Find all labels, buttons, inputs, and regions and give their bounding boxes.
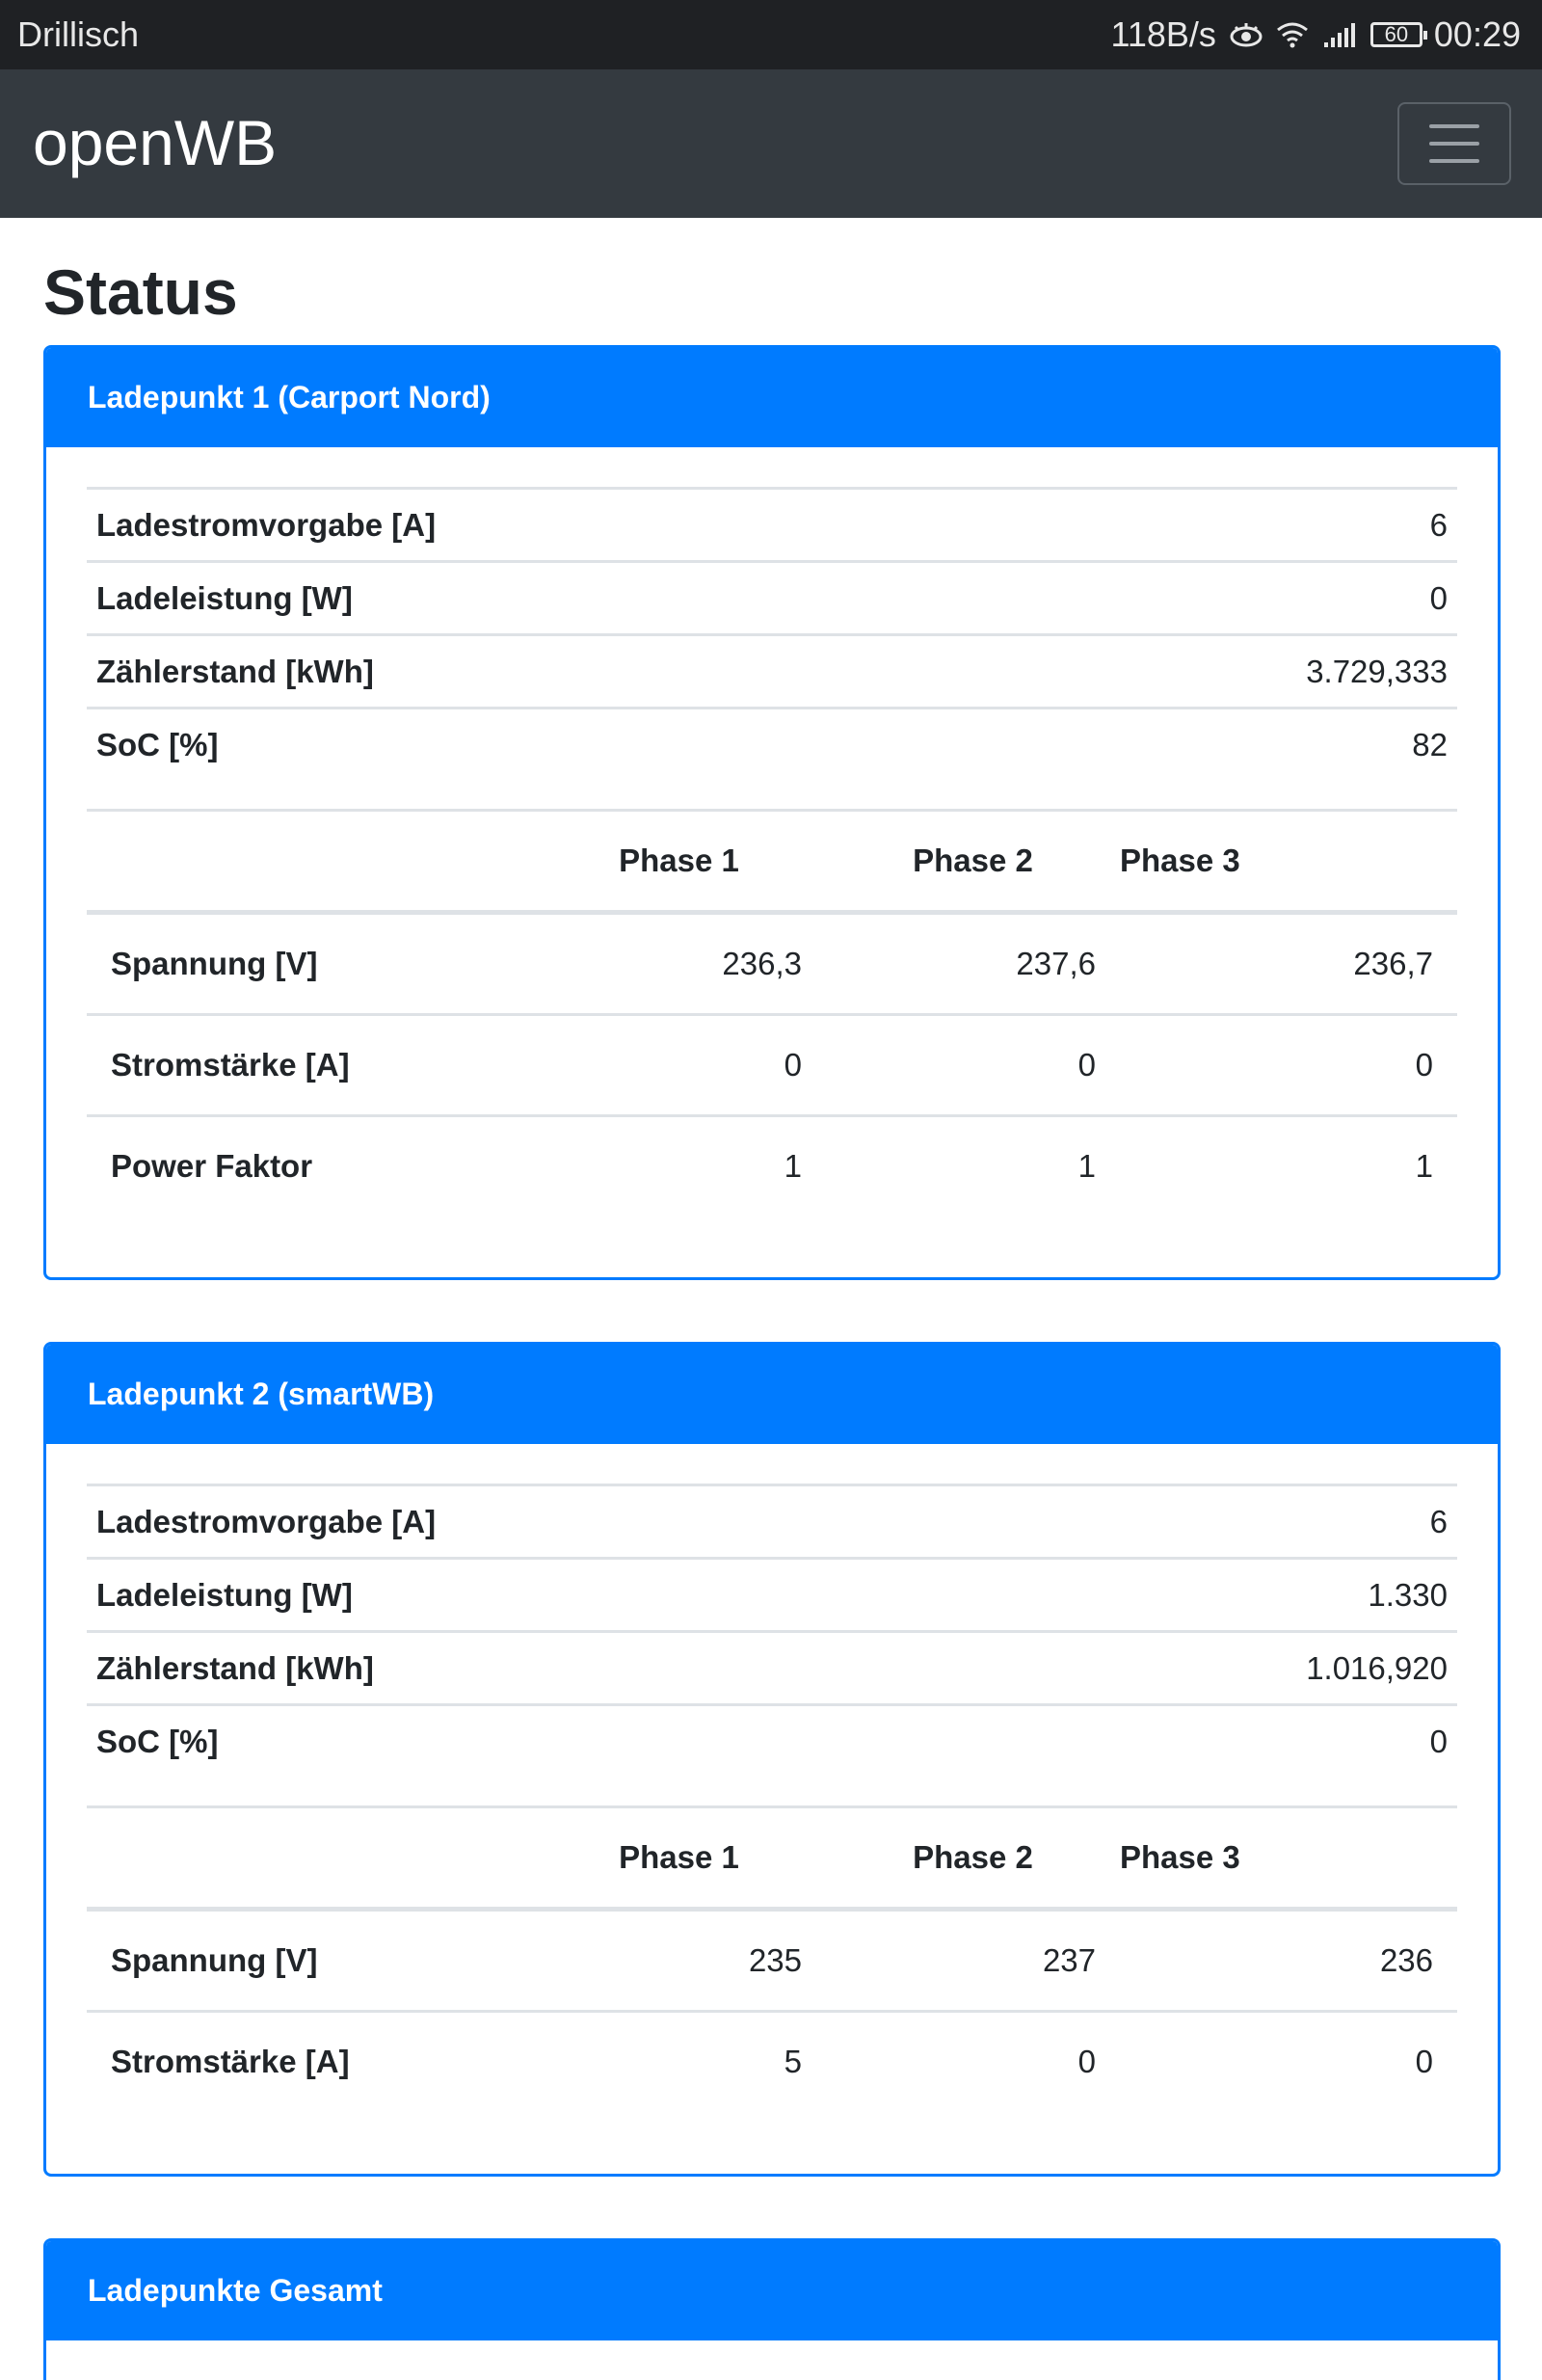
row-value: 6 [1033,1485,1457,1559]
row-label: SoC [%] [87,709,1033,781]
phase-header-row [87,1807,1457,1910]
phase-value: 0 [1120,1015,1457,1116]
row-label: Stromstärke [A] [87,1015,532,1116]
table-row [87,635,1457,709]
row-value: 0 [1033,1705,1457,1778]
chargepoint-card-2 [43,1342,1501,2177]
card-header: Ladepunkte Gesamt [46,2241,1498,2340]
row-value: 3.729,333 [1033,635,1457,709]
table-row [87,1015,1457,1116]
chargepoint-values-table [87,1484,1457,1777]
phase-value: 236,7 [1120,913,1457,1015]
navbar [0,69,1542,218]
table-row [87,913,1457,1015]
status-icons [1111,14,1522,55]
battery-icon [1370,22,1422,47]
battery-level: 60 [1384,22,1409,46]
table-row [87,2012,1457,2112]
table-row [87,1632,1457,1705]
carrier-name: Drillisch [17,14,139,54]
table-row [87,1116,1457,1217]
table-row [87,1485,1457,1559]
phase-value: 1 [1077,1148,1096,1184]
table-row [87,489,1457,562]
chargepoint-card-1 [43,345,1501,1280]
row-label: Ladeleistung [W] [87,562,1033,635]
table-row [87,562,1457,635]
table-row [87,1910,1457,2012]
hamburger-icon-bar [1429,142,1479,146]
phase-value: 236,3 [532,913,826,1015]
card-header: Ladepunkt 2 (smartWB) [46,1345,1498,1444]
phase-header: Phase 3 [1120,811,1457,913]
row-value: 6 [1033,489,1457,562]
hamburger-icon-bar [1429,124,1479,128]
chargepoints-total-card [43,2238,1501,2380]
phase-value: 1 [784,1148,802,1184]
phase-value: 235 [532,1910,826,2012]
row-label: Ladestromvorgabe [A] [87,1485,1033,1559]
row-value: 82 [1033,709,1457,781]
table-row [87,1705,1457,1778]
phase-value: 236 [1120,1910,1457,2012]
network-speed: 118B/s [1110,14,1216,54]
system-status-bar [0,0,1542,69]
row-label: Spannung [V] [87,913,532,1015]
row-label: Ladestromvorgabe [A] [87,489,1033,562]
clock: 00:29 [1433,14,1521,54]
hamburger-icon-bar [1429,159,1479,163]
phase-header: Phase 1 [532,811,826,913]
phase-value: 5 [784,2044,802,2079]
row-label: Zählerstand [kWh] [87,635,1033,709]
wifi-icon [1276,21,1309,48]
phase-header: Phase 3 [1120,1807,1457,1910]
row-label: Zählerstand [kWh] [87,1632,1033,1705]
phase-header: Phase 2 [826,811,1120,913]
brand-logo[interactable]: openWB [33,107,278,178]
phase-header-empty [87,1807,532,1910]
phase-value: 0 [1077,2044,1096,2079]
phase-header-row [87,811,1457,913]
row-label: Ladeleistung [W] [87,1559,1033,1632]
row-label: SoC [%] [87,1705,1033,1778]
chargepoint-values-table [87,487,1457,780]
phase-value: 0 [532,1015,826,1116]
phase-table [87,809,1457,1216]
phase-header: Phase 1 [532,1807,826,1910]
page-title: Status [43,256,238,328]
phase-value: 237 [826,1910,1120,2012]
phase-value: 237,6 [826,913,1120,1015]
phase-value: 0 [1415,2044,1433,2079]
row-label: Stromstärke [A] [111,2044,350,2079]
phase-value: 0 [826,1015,1120,1116]
row-label: Spannung [V] [87,1910,532,2012]
phase-header: Phase 2 [826,1807,1120,1910]
card-header: Ladepunkt 1 (Carport Nord) [46,348,1498,447]
row-label: Power Faktor [111,1148,313,1184]
menu-toggle-button[interactable] [1397,102,1511,185]
eye-icon [1228,21,1264,48]
phase-table [87,1805,1457,2111]
row-value: 0 [1033,562,1457,635]
table-row [87,1559,1457,1632]
row-value: 1.016,920 [1033,1632,1457,1705]
table-row [87,709,1457,781]
signal-icon [1320,21,1359,48]
phase-value: 1 [1415,1148,1433,1184]
row-value: 1.330 [1033,1559,1457,1632]
phase-header-empty [87,811,532,913]
